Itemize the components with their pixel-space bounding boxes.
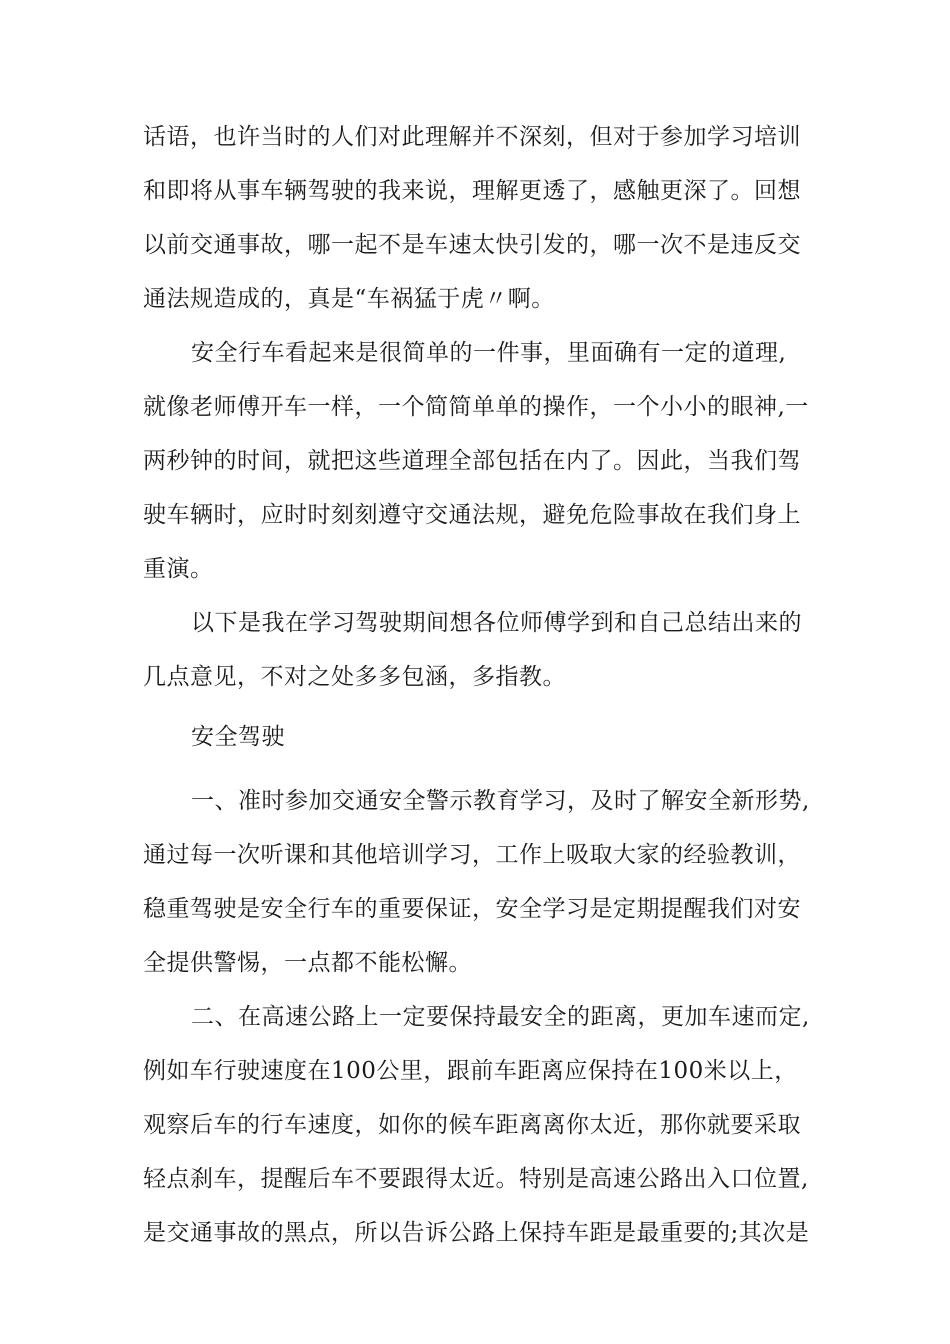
paragraph-intro-continuation: [143, 110, 811, 326]
text-line: 一、准时参加交通安全警示教育学习，及时了解安全新形势,: [191, 788, 810, 814]
text-line: 稳重驾驶是安全行车的重要保证，安全学习是定期提醒我们对安: [143, 896, 801, 922]
section-heading-safe-driving: [143, 710, 811, 764]
paragraph-opinions-intro: [143, 596, 811, 704]
text-line: 通法规造成的，真是“车祸猛于虎〃啊。: [143, 286, 555, 312]
text-line: 几点意见，不对之处多多包涵，多指教。: [143, 664, 566, 690]
text-line: 观察后车的行车速度，如你的候车距离离你太近，那你就要采取: [143, 1112, 801, 1138]
paragraph-safe-driving-simple: [143, 326, 811, 596]
text-line: 话语，也许当时的人们对此理解并不深刻，但对于参加学习培训: [143, 124, 801, 150]
text-line: 驶车辆时，应时时刻刻遵守交通法规，避免危险事故在我们身上: [143, 502, 801, 528]
text-line: 例如车行驶速度在100公里，跟前车距离应保持在100米以上，: [143, 1058, 798, 1084]
text-line: 安全驾驶: [191, 724, 285, 750]
text-line: 二、在高速公路上一定要保持最安全的距离，更加车速而定,: [191, 1004, 810, 1030]
text-line: 就像老师傅开车一样，一个简简单单的操作，一个小小的眼神,一: [143, 394, 809, 420]
text-line: 两秒钟的时间，就把这些道理全部包括在内了。因此，当我们驾: [143, 448, 801, 474]
text-line: 是交通事故的黑点，所以告诉公路上保持车距是最重要的;其次是: [143, 1220, 810, 1246]
text-line: 轻点刹车，提醒后车不要跟得太近。特别是高速公路出入口位置,: [143, 1166, 809, 1192]
text-line: 通过每一次听课和其他培训学习，工作上吸取大家的经验教训，: [143, 842, 801, 868]
text-line: 全提供警惕，一点都不能松懈。: [143, 950, 472, 976]
text-line: 以前交通事故，哪一起不是车速太快引发的，哪一次不是违反交: [143, 232, 801, 258]
paragraph-point-two: [143, 990, 811, 1260]
text-line: 重演。: [143, 556, 214, 582]
paragraph-point-one: [143, 774, 811, 990]
text-line: 以下是我在学习驾驶期间想各位师傅学到和自己总结出来的: [191, 610, 802, 636]
text-line: 和即将从事车辆驾驶的我来说，理解更透了，感触更深了。回想: [143, 178, 801, 204]
text-line: 安全行车看起来是很简单的一件事，里面确有一定的道理,: [191, 340, 787, 366]
